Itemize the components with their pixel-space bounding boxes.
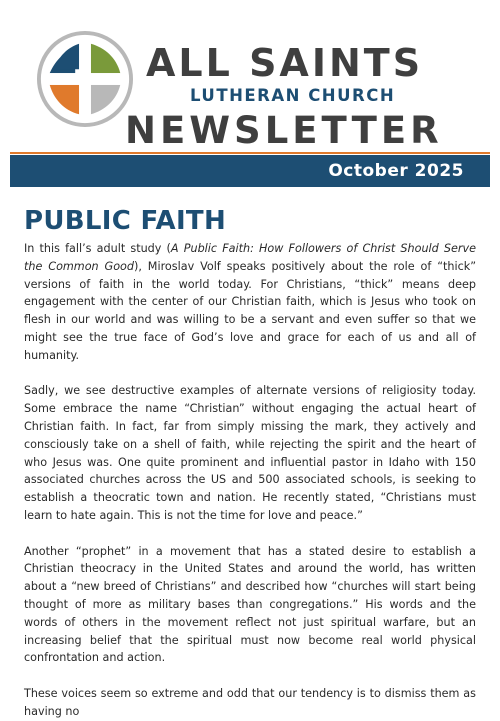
book-title: A Public Faith: How Followers of Christ Should Serve the Common Good	[24, 242, 477, 273]
date-banner	[10, 155, 490, 187]
paragraph-3: Another “prophet” in a movement that has a stated desire to establish a Christian theocracy in the United States and around the world, has written about a “new breed of Christians” and described how “churches will start being thought of more as military bases than congregations.” His words and the words of others in the movement reflect not just spiritual warfare, but an increasing belief that the spiritual must now become real world physical confrontation and action.	[24, 544, 476, 665]
paragraph-2: Sadly, we see destructive examples of alternate versions of religiosity today. Some embrace the name “Christian” without engaging the actual heart of Christian faith. In fact, far from simply missing the mark, they actively and consciously take on a shell of faith, while rejecting the spirit and the heart of who Jesus was. One quite prominent and influential pastor in Idaho with 150 associated churches across the US and 500 associated schools, is seeking to establish a theocratic town and nation. He recently stated, “Christians must learn to hate again. This is not the time for love and peace.”	[24, 384, 476, 522]
newsletter-title: NEWSLETTER	[125, 109, 443, 152]
cross-quadrant-logo-icon	[36, 30, 134, 128]
article-body	[24, 240, 476, 721]
paragraph-1-rest: ), Miroslav Volf speaks positively about the role of “thick” versions of faith in the world today. For Christians, “thick” means deep engagement with the center of our Christian faith, which is Jesus who took on flesh in our world and was willing to be a servant and even suffer so that we might see the true face of God’s love and grace for each of us and all of humanity.	[24, 259, 476, 362]
orange-divider	[10, 152, 490, 154]
paragraph-1-start: In this fall’s adult study (	[24, 242, 171, 255]
paragraph-4: These voices seem so extreme and odd that our tendency is to dismiss them as having no	[24, 686, 476, 718]
church-name-line1: ALL SAINTS	[146, 41, 424, 85]
article-heading: PUBLIC FAITH	[24, 206, 227, 236]
masthead	[0, 0, 500, 190]
issue-date: October 2025	[328, 161, 464, 181]
church-name-line2: LUTHERAN CHURCH	[190, 86, 396, 105]
paragraph-1	[24, 240, 476, 365]
